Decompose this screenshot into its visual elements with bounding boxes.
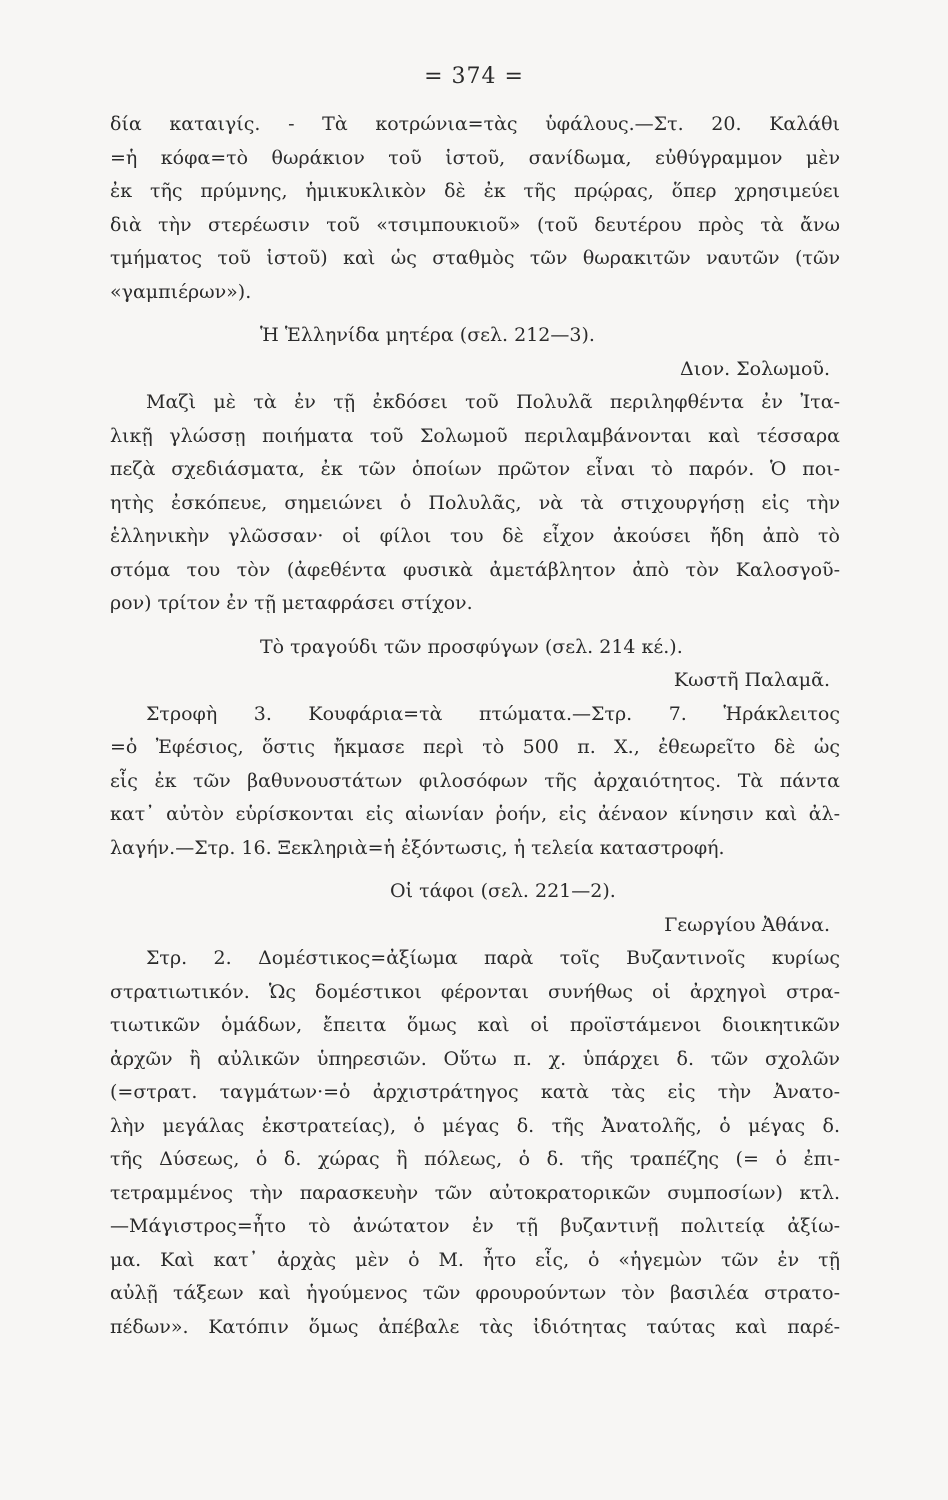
text-line: =ἡ κόφα=τὸ θωράκιον τοῦ ἱστοῦ, σανίδωμα, εὐθύγραμμον μὲν <box>110 146 840 169</box>
section-heading: Τὸ τραγούδι τῶν προσφύγων (σελ. 214 κέ.). <box>260 635 683 658</box>
text-line: =ὁ Ἐφέσιος, ὅστις ἤκμασε περὶ τὸ 500 π. Χ., ἐθεωρεῖτο δὲ ὡς <box>110 736 840 758</box>
text-line: «γαμπιέρων»). <box>110 280 252 303</box>
text-line: Στροφὴ 3. Κουφάρια=τὰ πτώματα.—Στρ. 7. Ἡράκλειτος <box>146 702 840 725</box>
section-author: Κωστῆ Παλαμᾶ. <box>673 669 830 691</box>
text-line: τῆς Δύσεως, ὁ δ. χώρας ἢ πόλεως, ὁ δ. τῆς τραπέζης (= ὁ ἐπι- <box>110 1148 840 1170</box>
text-line: (=στρατ. ταγμάτων·=ὁ ἀρχιστράτηγος κατὰ τὰς εἰς τὴν Ἀνατο- <box>110 1081 840 1103</box>
text-line: πέδων». Κατόπιν ὅμως ἀπέβαλε τὰς ἰδιότητας ταύτας καὶ παρέ- <box>110 1315 840 1338</box>
text-line: ρον) τρίτον ἐν τῇ μεταφράσει στίχον. <box>110 592 473 614</box>
text-line: Μαζὶ μὲ τὰ ἐν τῇ ἐκδόσει τοῦ Πολυλᾶ περιληφθέντα ἐν Ἰτα- <box>146 391 840 413</box>
text-line: Στρ. 2. Δομέστικος=ἀξίωμα παρὰ τοῖς Βυζαντινοῖς κυρίως <box>146 947 840 969</box>
section-heading: Οἱ τάφοι (σελ. 221—2). <box>390 880 616 902</box>
text-line: ἀρχῶν ἢ αὐλικῶν ὑπηρεσιῶν. Οὕτω π. χ. ὑπάρχει δ. τῶν σχολῶν <box>110 1047 840 1070</box>
text-line: —Μάγιστρος=ἦτο τὸ ἀνώτατον ἐν τῇ βυζαντινῇ πολιτείᾳ ἀξίω- <box>110 1215 840 1237</box>
section-heading: Ἡ Ἑλληνίδα μητέρα (σελ. 212—3). <box>260 324 595 346</box>
text-line: τετραμμένος τὴν παρασκευὴν τῶν αὐτοκρατορικῶν συμποσίων) κτλ. <box>110 1181 840 1204</box>
text-line: στρατιωτικόν. Ὡς δομέστικοι φέρονται συνήθως οἱ ἀρχηγοὶ στρα- <box>110 980 840 1003</box>
text-line: λὴν μεγάλας ἐκστρατείας), ὁ μέγας δ. τῆς Ἀνατολῆς, ὁ μέγας δ. <box>110 1114 840 1137</box>
text-line: μα. Καὶ κατ᾿ ἀρχὰς μὲν ὁ Μ. ἦτο εἷς, ὁ «ἡγεμὼν τῶν ἐν τῇ <box>110 1248 840 1271</box>
text-line: διὰ τὴν στερέωσιν τοῦ «τσιμπουκιοῦ» (τοῦ δευτέρου πρὸς τὰ ἄνω <box>110 213 840 236</box>
text-line: εἷς ἐκ τῶν βαθυνουστάτων φιλοσόφων τῆς ἀρχαιότητος. Τὰ πάντα <box>110 769 840 792</box>
page-number: = 374 = <box>424 64 524 89</box>
text-line: ἑλληνικὴν γλῶσσαν· οἱ φίλοι του δὲ εἶχον ἀκούσει ἤδη ἀπὸ τὸ <box>110 525 840 547</box>
text-line: τιωτικῶν ὁμάδων, ἔπειτα ὅμως καὶ οἱ προϊστάμενοι διοικητικῶν <box>110 1014 840 1036</box>
text-line: ἐκ τῆς πρύμνης, ἡμικυκλικὸν δὲ ἐκ τῆς πρῴρας, ὅπερ χρησιμεύει <box>110 180 840 202</box>
text-line: λαγήν.—Στρ. 16. Ξεκληριὰ=ἡ ἐξόντωσις, ἡ τελεία καταστροφή. <box>110 836 725 859</box>
page-body <box>110 108 840 1344</box>
section-author: Διον. Σολωμοῦ. <box>679 357 830 380</box>
section-author: Γεωργίου Ἀθάνα. <box>664 913 830 936</box>
text-line: στόμα του τὸν (ἀφεθέντα φυσικὰ ἀμετάβλητον ἀπὸ τὸν Καλοσγοῦ- <box>110 558 840 581</box>
text-line: δία καταιγίς. - Τὰ κοτρώνια=τὰς ὑφάλους.—Στ. 20. Καλάθι <box>110 113 840 135</box>
text-line: πεζὰ σχεδιάσματα, ἐκ τῶν ὁποίων πρῶτον εἶναι τὸ παρόν. Ὁ ποι- <box>110 458 840 480</box>
text-line: αὐλῇ τάξεων καὶ ἡγούμενος τῶν φρουρούντων τὸν βασιλέα στρατο- <box>110 1282 840 1304</box>
text-line: τμήματος τοῦ ἱστοῦ) καὶ ὡς σταθμὸς τῶν θωρακιτῶν ναυτῶν (τῶν <box>110 247 840 269</box>
text-line: λικῇ γλώσσῃ ποιήματα τοῦ Σολωμοῦ περιλαμβάνονται καὶ τέσσαρα <box>110 424 840 447</box>
text-line: ητὴς ἐσκόπευε, σημειώνει ὁ Πολυλᾶς, νὰ τὰ στιχουργήσῃ εἰς τὴν <box>110 491 840 514</box>
text-line: κατ᾿ αὐτὸν εὑρίσκονται εἰς αἰωνίαν ῥοήν, εἰς ἀέναον κίνησιν καὶ ἀλ- <box>110 803 840 825</box>
